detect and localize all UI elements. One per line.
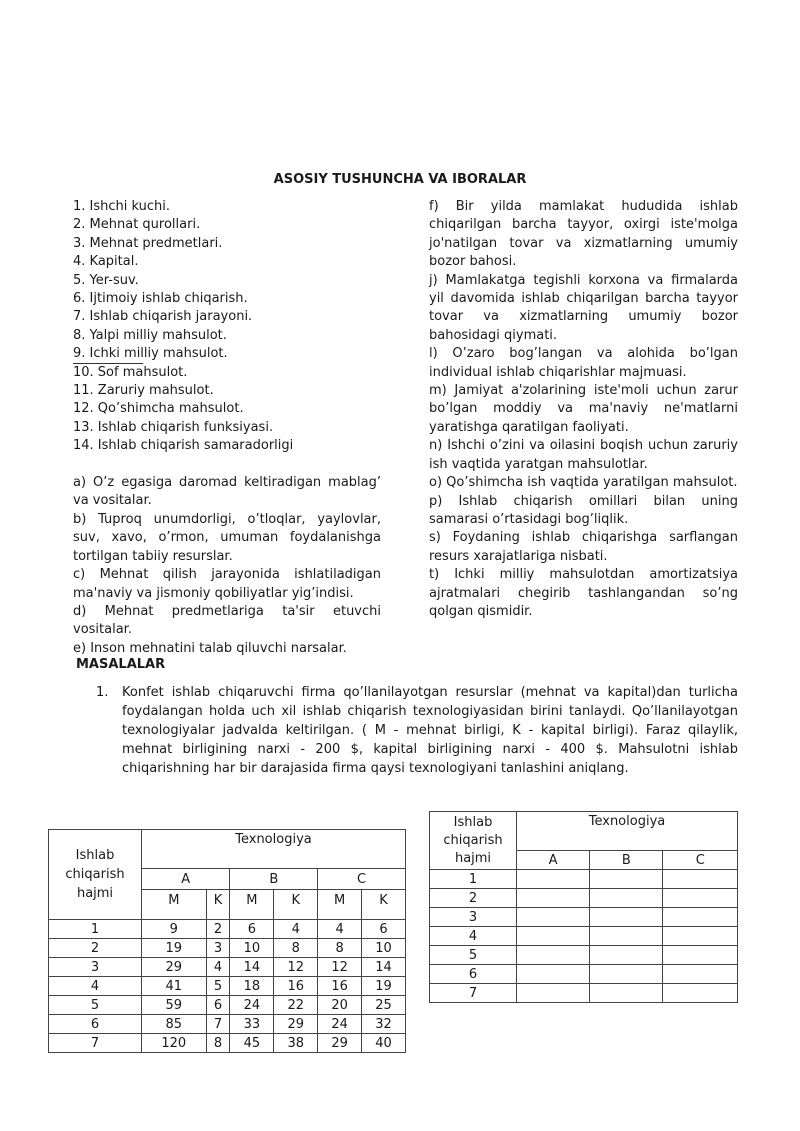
table-cell: 16 <box>318 977 362 996</box>
subheader-cell: M <box>142 890 207 920</box>
table-cell: 7 <box>430 984 517 1003</box>
term-item: 5. Yer-suv. <box>73 272 139 288</box>
empty-answer-cell[interactable] <box>517 965 590 984</box>
table-cell: 33 <box>230 1015 274 1034</box>
table-row <box>49 1034 406 1053</box>
table-cell: 22 <box>274 996 318 1015</box>
page-title: ASOSIY TUSHUNCHA VA IBORALAR <box>273 172 527 187</box>
empty-answer-cell[interactable] <box>590 984 663 1003</box>
table-cell: 10 <box>230 939 274 958</box>
definition-item: a) O’z egasiga daromad keltiradigan mablag’ va vositalar. <box>73 475 381 509</box>
table-cell: 12 <box>274 958 318 977</box>
table-cell: 6 <box>230 920 274 939</box>
header-technology: Texnologiya <box>517 812 738 851</box>
subheader-cell: K <box>274 890 318 920</box>
definitions-column <box>429 198 738 621</box>
table-cell: 120 <box>142 1034 207 1053</box>
table-cell: 85 <box>142 1015 207 1034</box>
table-cell: 4 <box>318 920 362 939</box>
table-cell: 6 <box>206 996 230 1015</box>
group-header: C <box>318 869 406 890</box>
table-cell: 7 <box>206 1015 230 1034</box>
definition-item: c) Mehnat qilish jarayonida ishlatiladigan ma'naviy va jismoniy qobiliyatlar yig’indisi. <box>73 567 381 601</box>
table-row <box>49 939 406 958</box>
empty-answer-cell[interactable] <box>517 889 590 908</box>
group-header: A <box>517 851 590 870</box>
term-item: 11. Zaruriy mahsulot. <box>73 383 214 399</box>
table-row <box>430 870 738 889</box>
empty-answer-cell[interactable] <box>663 908 738 927</box>
table-cell: 6 <box>362 920 406 939</box>
table-cell: 2 <box>430 889 517 908</box>
terms-column <box>73 198 381 658</box>
definition-item: l) O’zaro bog’langan va alohida bo’lgan individual ishlab chiqarishlar majmuasi. <box>429 346 738 380</box>
definition-item: m) Jamiyat a'zolarining iste'moli uchun zarur bo’lgan moddiy va ma'naviy ne'matlarni yaratishga qaratilgan faoliyati. <box>429 383 738 435</box>
problem-statement <box>96 683 738 778</box>
table-cell: 1 <box>430 870 517 889</box>
empty-answer-cell[interactable] <box>590 927 663 946</box>
table-cell: 7 <box>49 1034 142 1053</box>
technology-table <box>48 829 406 1053</box>
subheader-cell: M <box>230 890 274 920</box>
definition-item: o) Qo’shimcha ish vaqtida yaratilgan mahsulot. <box>429 475 738 491</box>
problem-text: Konfet ishlab chiqaruvchi firma qo’llanilayotgan resurslar (mehnat va kapital)dan turlicha foydalangan holda uch xil ishlab chiqarish texnologiyasidan birini tanlaydi. Qo’llanilayotgan texnologiyalar jadvalda keltirilgan. ( M - mehnat birligi, K - kapital birligi). Faraz qilaylik, mehnat birligining narxi - 200 $, kapital birligining narxi - 400 $. Mahsulotni ishlab chiqarishning har bir darajasida firma qaysi texnologiyani tanlashini aniqlang. <box>122 685 738 776</box>
group-header: B <box>230 869 318 890</box>
definition-item: d) Mehnat predmetlariga ta'sir etuvchi vositalar. <box>73 603 381 638</box>
term-item: 9. Ichki milliy mahsulot. <box>73 346 228 362</box>
table-cell: 3 <box>430 908 517 927</box>
subheader-cell: M <box>318 890 362 920</box>
answer-table <box>429 811 738 1003</box>
header-volume: Ishlab chiqarish hajmi <box>49 830 142 920</box>
table-cell: 4 <box>49 977 142 996</box>
table-cell: 4 <box>206 958 230 977</box>
definition-item: s) Foydaning ishlab chiqarishga sarflangan resurs xarajatlariga nisbati. <box>429 530 738 564</box>
empty-answer-cell[interactable] <box>517 908 590 927</box>
definition-item: e) Inson mehnatini talab qiluvchi narsalar. <box>73 640 347 656</box>
table-cell: 18 <box>230 977 274 996</box>
empty-answer-cell[interactable] <box>517 927 590 946</box>
table-row <box>430 889 738 908</box>
table-cell: 45 <box>230 1034 274 1053</box>
empty-answer-cell[interactable] <box>663 946 738 965</box>
table-cell: 25 <box>362 996 406 1015</box>
table-cell: 3 <box>49 958 142 977</box>
table-row <box>49 920 406 939</box>
term-item: 7. Ishlab chiqarish jarayoni. <box>73 309 253 325</box>
definition-item: n) Ishchi o’zini va oilasini boqish uchun zaruriy ish vaqtida yaratgan mahsulotlar. <box>429 438 738 472</box>
definition-item: j) Mamlakatga tegishli korxona va firmalarda yil davomida ishlab chiqarilgan barcha tayyor tovar va xizmatlarning umumiy bozor bahosidagi qiymati. <box>429 272 738 343</box>
empty-answer-cell[interactable] <box>663 965 738 984</box>
table-row <box>430 946 738 965</box>
table-cell: 14 <box>230 958 274 977</box>
term-item: 13. Ishlab chiqarish funksiyasi. <box>73 419 274 435</box>
table-cell: 3 <box>206 939 230 958</box>
table-cell: 20 <box>318 996 362 1015</box>
problem-number: 1. <box>96 685 109 700</box>
term-item: 3. Mehnat predmetlari. <box>73 235 223 251</box>
table-cell: 5 <box>49 996 142 1015</box>
table-cell: 19 <box>142 939 207 958</box>
table-cell: 40 <box>362 1034 406 1053</box>
empty-answer-cell[interactable] <box>590 946 663 965</box>
group-header: A <box>142 869 230 890</box>
table-cell: 12 <box>318 958 362 977</box>
empty-answer-cell[interactable] <box>590 908 663 927</box>
table-cell: 10 <box>362 939 406 958</box>
table-cell: 29 <box>274 1015 318 1034</box>
empty-answer-cell[interactable] <box>517 870 590 889</box>
term-item: 14. Ishlab chiqarish samaradorligi <box>73 438 294 454</box>
table-cell: 16 <box>274 977 318 996</box>
subheader-cell: K <box>362 890 406 920</box>
table-cell: 6 <box>430 965 517 984</box>
table-cell: 2 <box>206 920 230 939</box>
empty-answer-cell[interactable] <box>590 870 663 889</box>
table-row <box>430 908 738 927</box>
term-item: 6. Ijtimoiy ishlab chiqarish. <box>73 291 248 307</box>
group-header: C <box>663 851 738 870</box>
table-row <box>430 927 738 946</box>
table-cell: 24 <box>230 996 274 1015</box>
term-item: 1. Ishchi kuchi. <box>73 199 171 214</box>
table-cell: 8 <box>318 939 362 958</box>
term-item: 8. Yalpi milliy mahsulot. <box>73 327 227 343</box>
term-item: 4. Kapital. <box>73 254 139 270</box>
table-row <box>430 965 738 984</box>
table-cell: 14 <box>362 958 406 977</box>
table-cell: 8 <box>274 939 318 958</box>
table-cell: 2 <box>49 939 142 958</box>
table-row <box>49 996 406 1015</box>
empty-answer-cell[interactable] <box>663 927 738 946</box>
table-cell: 19 <box>362 977 406 996</box>
empty-answer-cell[interactable] <box>590 965 663 984</box>
table-cell: 4 <box>430 927 517 946</box>
term-item: 12. Qo’shimcha mahsulot. <box>73 401 244 417</box>
table-row <box>49 977 406 996</box>
table-cell: 59 <box>142 996 207 1015</box>
table-row <box>49 958 406 977</box>
empty-answer-cell[interactable] <box>517 946 590 965</box>
definition-item: f) Bir yilda mamlakat hududida ishlab chiqarilgan barcha tayyor, oxirgi iste'molga jo'natilgan tovar va xizmatlarning umumiy bozor bahosi. <box>429 199 738 270</box>
definition-item: p) Ishlab chiqarish omillari bilan uning samarasi o’rtasidagi bog’liqlik. <box>429 493 738 527</box>
table-cell: 8 <box>206 1034 230 1053</box>
table-cell: 4 <box>274 920 318 939</box>
section-heading: MASALALAR <box>76 657 166 672</box>
table-row <box>49 1015 406 1034</box>
table-cell: 38 <box>274 1034 318 1053</box>
empty-answer-cell[interactable] <box>663 870 738 889</box>
table-row <box>430 984 738 1003</box>
table-cell: 41 <box>142 977 207 996</box>
table-cell: 32 <box>362 1015 406 1034</box>
table-cell: 29 <box>142 958 207 977</box>
definition-item: t) Ichki milliy mahsulotdan amortizatsiya ajratmalari chegirib tashlangandan so’ng qolgan qismidir. <box>429 567 738 619</box>
table-cell: 9 <box>142 920 207 939</box>
empty-answer-cell[interactable] <box>663 889 738 908</box>
header-technology: Texnologiya <box>142 830 406 869</box>
empty-answer-cell[interactable] <box>590 889 663 908</box>
table-cell: 1 <box>49 920 142 939</box>
table-cell: 24 <box>318 1015 362 1034</box>
table-cell: 5 <box>206 977 230 996</box>
header-volume: Ishlab chiqarish hajmi <box>430 812 517 870</box>
table-cell: 5 <box>430 946 517 965</box>
strikethrough-line <box>73 363 143 364</box>
table-cell: 29 <box>318 1034 362 1053</box>
group-header: B <box>590 851 663 870</box>
subheader-cell: K <box>206 890 230 920</box>
table-cell: 6 <box>49 1015 142 1034</box>
definition-item: b) Tuproq unumdorligi, o’tloqlar, yaylovlar, suv, xavo, o’rmon, umuman foydalanishga tortilgan tabiiy resurslar. <box>73 511 381 564</box>
empty-answer-cell[interactable] <box>517 984 590 1003</box>
term-item: 2. Mehnat qurollari. <box>73 217 201 233</box>
empty-answer-cell[interactable] <box>663 984 738 1003</box>
term-item: 10. Sof mahsulot. <box>73 364 188 380</box>
